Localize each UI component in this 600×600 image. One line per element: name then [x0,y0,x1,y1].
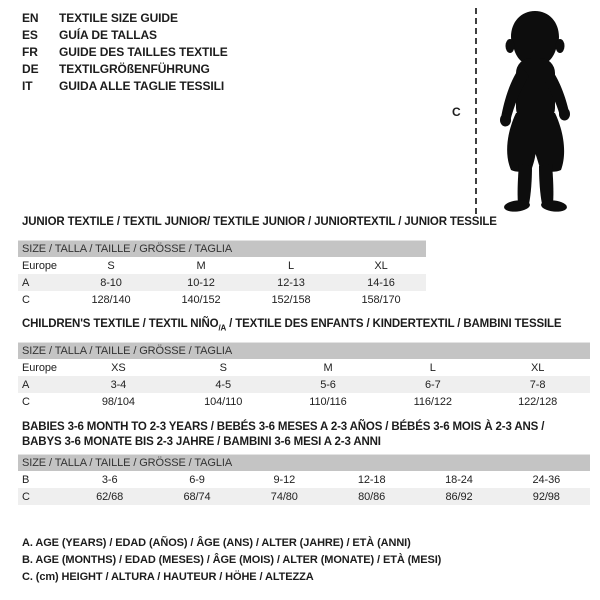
table-row-europe [18,359,590,376]
language-row-en [22,10,228,27]
age-cell: 6-7 [380,376,485,393]
table-row-months [18,471,590,488]
height-cell: 92/98 [503,488,590,505]
table-row-height [18,488,590,505]
legend-line-c: C. (cm) HEIGHT / ALTURA / HAUTEUR / HÖHE / ALTEZZA [22,571,314,583]
age-cell: 10-12 [156,274,246,291]
language-title: GUIDA ALLE TAGLIE TESSILI [59,79,225,93]
size-header-cell: SIZE / TALLA / TAILLE / GRÖSSE / TAGLIA [18,455,590,472]
height-cell: 128/140 [91,293,131,306]
row-label: C [22,293,30,306]
language-code: FR [22,45,38,59]
row-label: Europe [22,361,57,374]
language-row-de [22,61,228,78]
language-code: DE [22,62,39,76]
height-cell: 152/158 [271,293,311,306]
language-code: EN [22,11,39,25]
language-title: TEXTILGRÖßENFÜHRUNG [59,62,210,76]
months-cell: 3-6 [101,473,118,486]
months-cell: 24-36 [532,473,561,486]
children-title-part: CHILDREN'S TEXTILE / TEXTIL NIÑO [22,318,219,330]
height-cell: 110/116 [309,395,347,408]
size-cell: XL [530,361,545,374]
age-cell: 8-10 [66,274,156,291]
language-row-it [22,78,228,95]
junior-section-title: JUNIOR TEXTILE / TEXTIL JUNIOR/ TEXTILE JUNIOR / JUNIORTEXTIL / JUNIOR TESSILE [22,216,497,228]
size-cell: XS [111,361,126,374]
babies-title-line2: BABYS 3-6 MONATE BIS 2-3 JAHRE / BAMBINI 3-6 MESI A 2-3 ANNI [22,435,381,448]
children-title-part: / TEXTILE DES ENFANTS / KINDERTEXTIL / BAMBINI TESSILE [226,318,562,330]
babies-title-line1: BABIES 3-6 MONTH TO 2-3 YEARS / BEBÉS 3-6 MESES A 2-3 AÑOS / BÉBÉS 3-6 MOIS À 2-3 ANS / [22,421,545,433]
size-cell: S [219,361,227,374]
language-row-fr [22,44,228,61]
size-header-cell: SIZE / TALLA / TAILLE / GRÖSSE / TAGLIA [18,343,590,360]
height-cell: 80/86 [328,488,415,505]
size-cell: L [287,259,295,272]
size-header-cell: SIZE / TALLA / TAILLE / GRÖSSE / TAGLIA [18,241,426,258]
language-title-list [22,10,228,95]
row-label: C [18,488,66,505]
height-cell: 116/122 [413,395,452,408]
months-cell: 6-9 [189,473,205,486]
junior-size-table [18,240,426,308]
height-cell: 104/110 [204,395,243,408]
language-code: ES [22,28,38,42]
row-label: Europe [22,259,57,272]
legend [22,535,441,586]
size-cell: M [323,361,333,374]
height-cell: 86/92 [415,488,502,505]
height-measure-label: C [452,105,461,119]
children-title-subscript: /A [218,323,227,333]
age-cell: 3-4 [66,376,171,393]
legend-line-b: B. AGE (MONTHS) / EDAD (MESES) / ÂGE (MOIS) / ALTER (MONATE) / ETÀ (MESI) [22,554,442,566]
table-row-height [18,291,426,308]
height-cell: 62/68 [66,488,153,505]
months-cell: 9-12 [273,473,296,486]
height-cell: 74/80 [241,488,328,505]
baby-silhouette-icon [483,8,588,214]
height-figure [450,6,595,218]
size-cell: XL [374,259,388,272]
table-row-age [18,274,426,291]
age-cell: 7-8 [485,376,590,393]
months-cell: 18-24 [445,473,473,486]
language-title: TEXTILE SIZE GUIDE [59,11,178,25]
height-cell: 158/170 [361,293,401,306]
row-label: C [22,395,30,408]
size-header-row [18,343,590,360]
size-cell: M [196,259,206,272]
height-cell: 98/104 [101,395,135,408]
table-row-europe [18,257,426,274]
size-header-row [18,241,426,258]
height-measure-dashed-line [475,8,477,214]
row-label: A [18,274,66,291]
table-row-height [18,393,590,410]
months-cell: 12-18 [357,473,386,486]
language-title: GUIDE DES TAILLES TEXTILE [59,45,228,59]
babies-section-title [22,420,544,449]
size-header-row [18,455,590,472]
age-cell: 5-6 [276,376,381,393]
height-cell: 122/128 [518,395,558,408]
size-cell: L [429,361,436,374]
age-cell: 12-13 [246,274,336,291]
language-title: GUÍA DE TALLAS [59,28,157,42]
children-section-title [22,317,561,336]
babies-size-table [18,454,590,505]
height-cell: 68/74 [153,488,240,505]
size-cell: S [107,259,115,272]
language-code: IT [22,79,33,93]
age-cell: 14-16 [336,274,426,291]
age-cell: 4-5 [171,376,276,393]
language-row-es [22,27,228,44]
row-label: B [22,473,30,486]
legend-line-a: A. AGE (YEARS) / EDAD (AÑOS) / ÂGE (ANS) / ALTER (JAHRE) / ETÀ (ANNI) [22,537,411,549]
table-row-age [18,376,590,393]
height-cell: 140/152 [181,293,221,306]
row-label: A [18,376,66,393]
children-size-table [18,342,590,410]
